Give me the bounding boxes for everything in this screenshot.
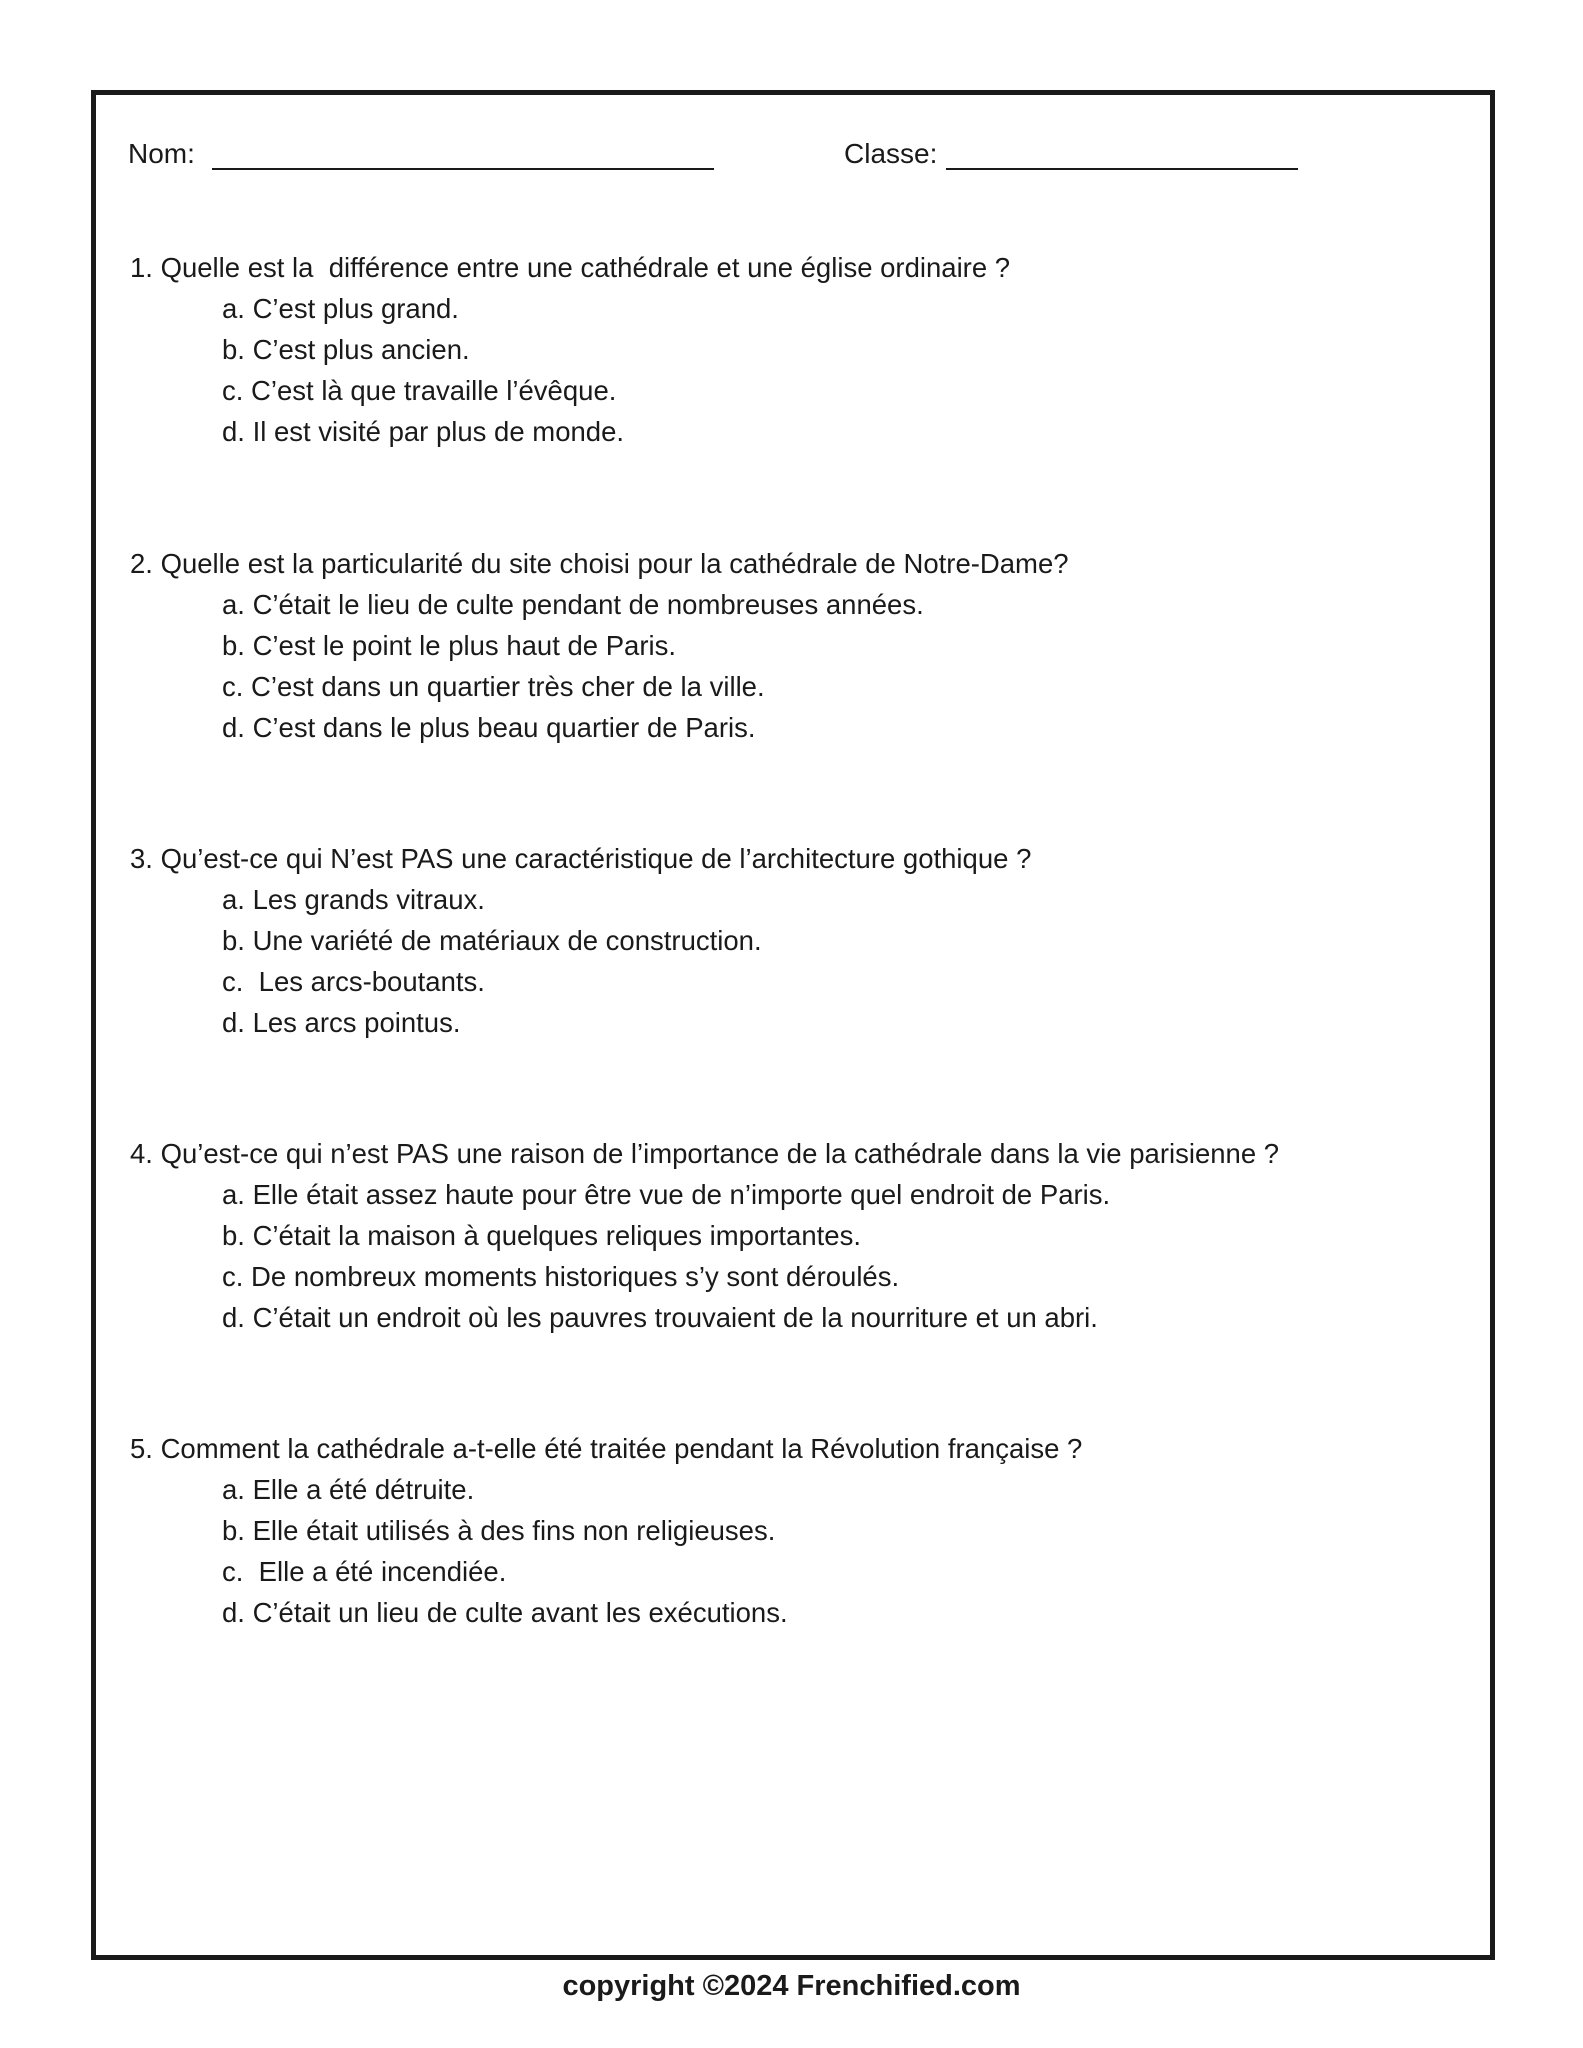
- answer-option-a[interactable]: a. Elle a été détruite.: [222, 1474, 475, 1505]
- answer-option-b[interactable]: b. C’était la maison à quelques reliques importantes.: [222, 1220, 861, 1251]
- answer-option-b[interactable]: b. C’est plus ancien.: [222, 334, 470, 365]
- answer-option-c[interactable]: c. Elle a été incendiée.: [222, 1556, 507, 1587]
- answer-option-b[interactable]: b. C’est le point le plus haut de Paris.: [222, 630, 677, 661]
- answer-option-d[interactable]: d. Il est visité par plus de monde.: [222, 416, 625, 447]
- answer-option-d[interactable]: d. C’était un lieu de culte avant les exécutions.: [222, 1597, 788, 1628]
- question-stem: 5. Comment la cathédrale a-t-elle été traitée pendant la Révolution française ?: [130, 1433, 1083, 1464]
- answer-option-c[interactable]: c. C’est dans un quartier très cher de la ville.: [222, 671, 765, 702]
- answer-option-d[interactable]: d. Les arcs pointus.: [222, 1007, 461, 1038]
- question-4: [130, 1133, 1279, 1338]
- answer-option-c[interactable]: c. Les arcs-boutants.: [222, 966, 485, 997]
- answer-option-a[interactable]: a. C’était le lieu de culte pendant de nombreuses années.: [222, 589, 924, 620]
- answer-option-c[interactable]: c. De nombreux moments historiques s’y sont déroulés.: [222, 1261, 900, 1292]
- answer-option-b[interactable]: b. Elle était utilisés à des fins non religieuses.: [222, 1515, 776, 1546]
- answer-option-a[interactable]: a. C’est plus grand.: [222, 293, 459, 324]
- question-stem: 1. Quelle est la différence entre une cathédrale et une église ordinaire ?: [130, 252, 1011, 283]
- copyright-footer: copyright ©2024 Frenchified.com: [562, 1970, 1021, 2002]
- question-stem: 4. Qu’est-ce qui n’est PAS une raison de l’importance de la cathédrale dans la vie parisienne ?: [130, 1138, 1280, 1169]
- class-label: Classe:: [844, 138, 938, 169]
- answer-option-b[interactable]: b. Une variété de matériaux de construction.: [222, 925, 762, 956]
- answer-option-d[interactable]: d. C’est dans le plus beau quartier de Paris.: [222, 712, 756, 743]
- question-5: [130, 1428, 1082, 1633]
- question-2: [130, 543, 1069, 748]
- answer-option-a[interactable]: a. Elle était assez haute pour être vue de n’importe quel endroit de Paris.: [222, 1179, 1111, 1210]
- question-1: [130, 247, 1010, 452]
- question-stem: 3. Qu’est-ce qui N’est PAS une caractéristique de l’architecture gothique ?: [130, 843, 1032, 874]
- question-3: [130, 838, 1031, 1043]
- answer-option-a[interactable]: a. Les grands vitraux.: [222, 884, 485, 915]
- question-stem: 2. Quelle est la particularité du site choisi pour la cathédrale de Notre-Dame?: [130, 548, 1069, 579]
- name-label: Nom:: [128, 138, 195, 169]
- answer-option-d[interactable]: d. C’était un endroit où les pauvres trouvaient de la nourriture et un abri.: [222, 1302, 1098, 1333]
- answer-option-c[interactable]: c. C’est là que travaille l’évêque.: [222, 375, 617, 406]
- class-blank-line[interactable]: [946, 168, 1298, 170]
- name-blank-line[interactable]: [212, 168, 714, 170]
